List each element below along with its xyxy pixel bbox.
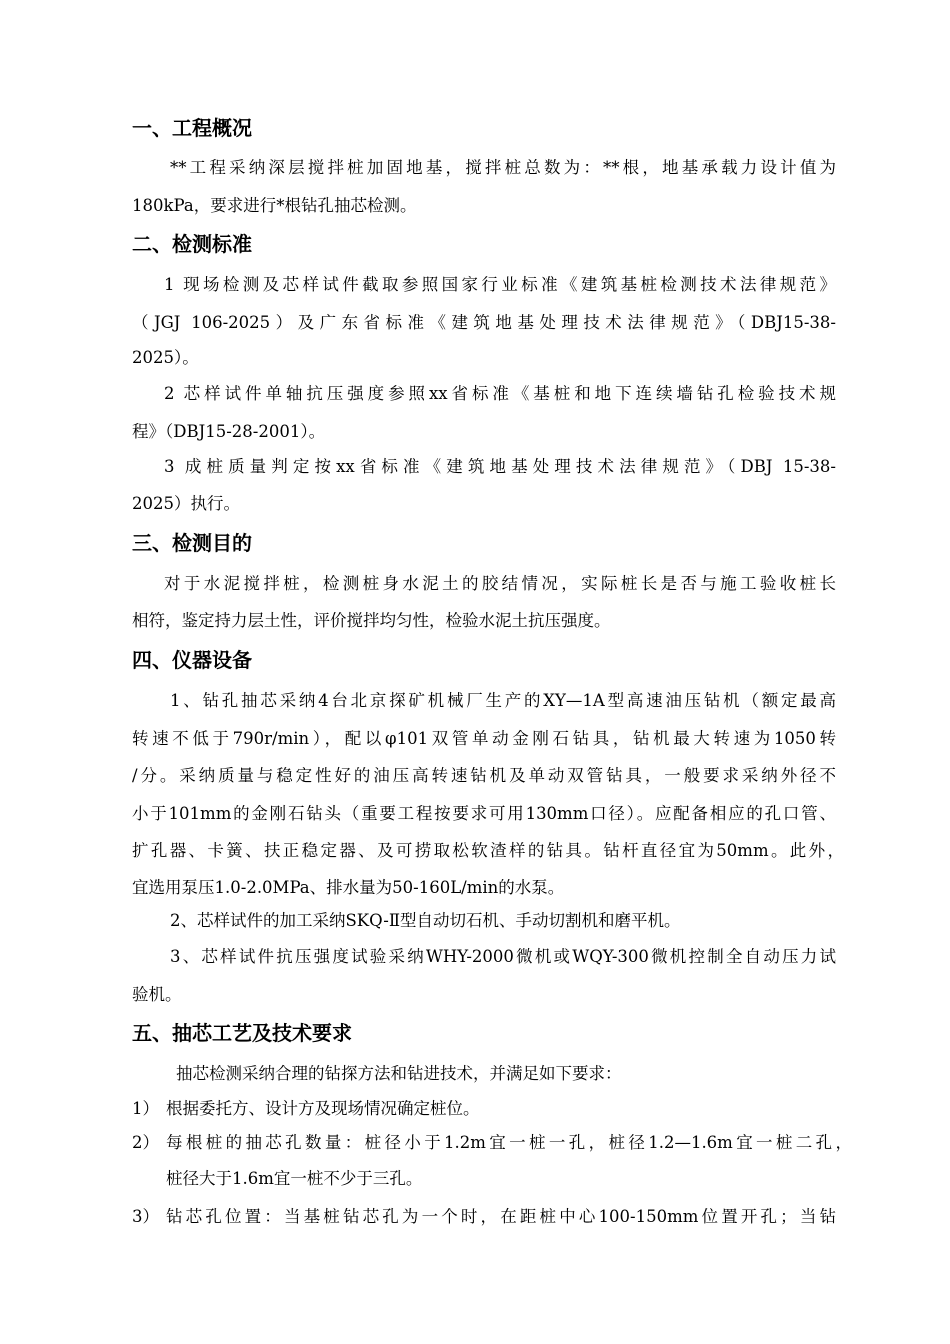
paragraph-line: 3、芯样试件抗压强度试验采纳WHY-2000微机或WQY-300微机控制全自动压力试 [170,947,836,966]
paragraph-line: 转速不低于790r/min），配以φ101双管单动金刚石钻具，钻机最大转速为1050转 [132,729,836,748]
list-item: 根据委托方、设计方及现场情况确定桩位。 [166,1099,480,1118]
section-heading-purpose: 三、检测目的 [132,531,252,555]
paragraph-line: **工程采纳深层搅拌桩加固地基，搅拌桩总数为：**根，地基承载力设计值为 [170,158,836,177]
list-item: 钻芯孔位置：当基桩钻芯孔为一个时，在距桩中心100-150mm位置开孔；当钻 [166,1207,836,1226]
paragraph-line: 180kPa，要求进行*根钻孔抽芯检测。 [132,196,417,215]
paragraph-line: 验机。 [132,985,182,1004]
list-item-number: 3） [132,1207,159,1226]
paragraph-line: /分。采纳质量与稳定性好的油压高转速钻机及单动双管钻具，一般要求采纳外径不 [132,766,836,785]
paragraph-line: 3 成桩质量判定按xx省标准《建筑地基处理技术法律规范》（DBJ 15-38- [164,457,836,476]
paragraph-line: 2、芯样试件的加工采纳SKQ-Ⅱ型自动切石机、手动切割机和磨平机。 [170,911,681,930]
paragraph-line: 2025）。 [132,348,199,367]
section-heading-overview: 一、工程概况 [132,116,252,140]
paragraph-line: （JGJ 106-2025）及广东省标准《建筑地基处理技术法律规范》（DBJ15-38- [132,313,836,332]
paragraph-line: 2 芯样试件单轴抗压强度参照xx省标准《基桩和地下连续墙钻孔检验技术规 [164,384,836,403]
section-heading-process: 五、抽芯工艺及技术要求 [132,1021,352,1045]
paragraph-line: 1 现场检测及芯样试件截取参照国家行业标准《建筑基桩检测技术法律规范》 [164,275,836,294]
paragraph-line: 宜选用泵压1.0-2.0MPa、排水量为50-160L/min的水泵。 [132,878,565,897]
paragraph-line: 2025）执行。 [132,494,240,513]
paragraph-line: 小于101mm的金刚石钻头（重要工程按要求可用130mm口径）。应配备相应的孔口管、 [132,804,836,823]
paragraph-line: 扩孔器、卡簧、扶正稳定器、及可捞取松软渣样的钻具。钻杆直径宜为50mm。此外， [132,841,844,860]
paragraph-line: 相符，鉴定持力层土性，评价搅拌均匀性，检验水泥土抗压强度。 [132,611,611,630]
paragraph-line: 程》（DBJ15-28-2001）。 [132,422,326,441]
section-heading-equipment: 四、仪器设备 [132,648,252,672]
paragraph-line: 1、钻孔抽芯采纳4台北京探矿机械厂生产的XY—1A型高速油压钻机（额定最高 [170,691,836,710]
section-heading-standards: 二、检测标准 [132,232,252,256]
list-item: 桩径大于1.6m宜一桩不少于三孔。 [166,1169,423,1188]
paragraph-line: 对于水泥搅拌桩，检测桩身水泥土的胶结情况，实际桩长是否与施工验收桩长 [164,574,836,593]
paragraph-line: 抽芯检测采纳合理的钻探方法和钻进技术，并满足如下要求： [176,1064,622,1083]
list-item-number: 1） [132,1099,159,1118]
list-item: 每根桩的抽芯孔数量：桩径小于1.2m宜一桩一孔，桩径1.2—1.6m宜一桩二孔， [166,1133,852,1152]
list-item-number: 2） [132,1133,159,1152]
